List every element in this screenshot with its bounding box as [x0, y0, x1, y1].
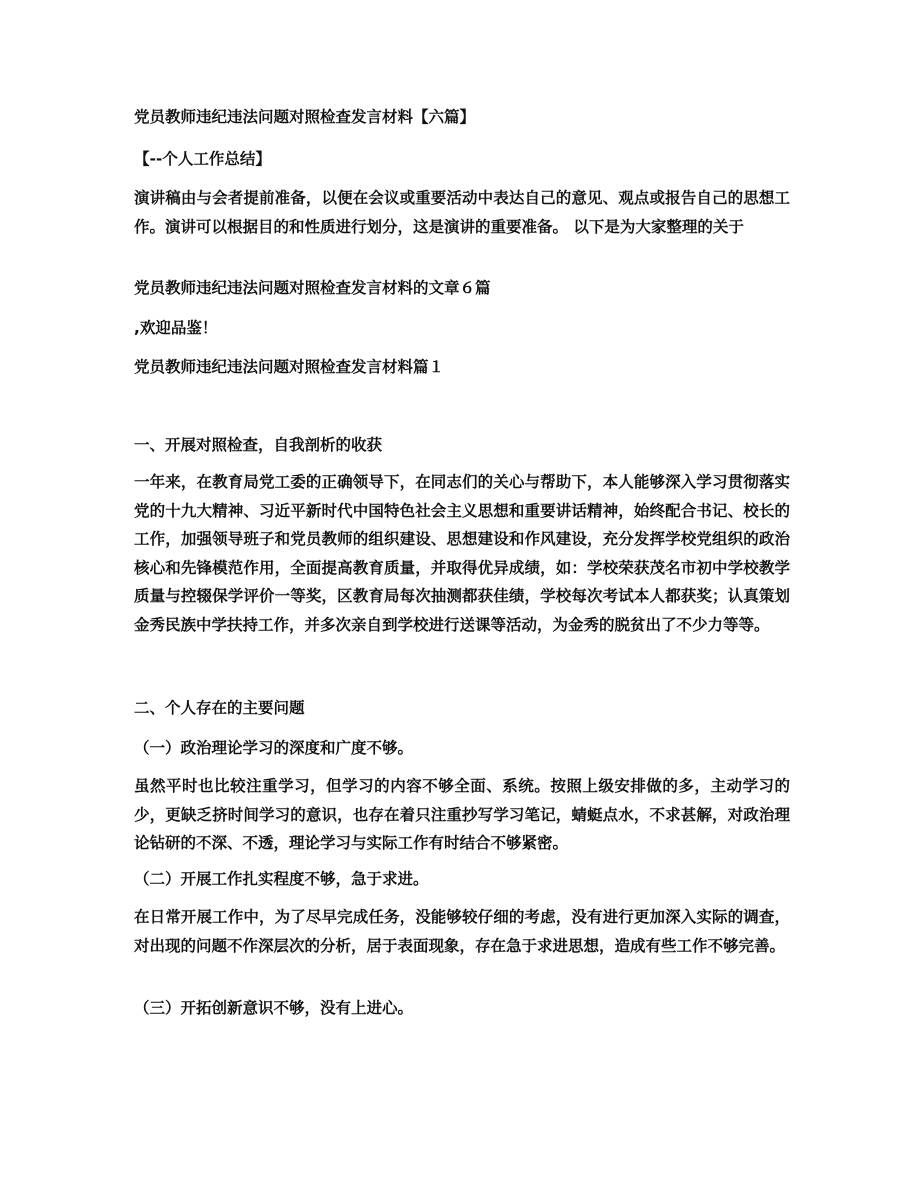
issue1-heading: （一）政治理论学习的深度和广度不够。	[134, 739, 414, 757]
issue1-body: 虽然平时也比较注重学习，但学习的内容不够全面、系统。按照上级安排做的多，主动学习的少，更缺乏挤时间学习的意识，也存在着只注重抄写学习笔记，蜻蜓点水，不求甚解，对政治理论钻研的不深、不透，理论学习与实际工作有时结合不够紧密。	[134, 777, 790, 853]
intro-paragraph: 演讲稿由与会者提前准备，以便在会议或重要活动中表达自己的意见、观点或报告自己的思想工作。演讲可以根据目的和性质进行划分，这是演讲的重要准备。 以下是为大家整理的关于	[134, 189, 790, 236]
section1-heading: 一、开展对照检查，自我剖析的收获	[134, 436, 383, 454]
welcome-line: ,欢迎品鉴！	[134, 319, 218, 337]
section2-heading: 二、个人存在的主要问题	[134, 699, 305, 717]
article-title: 党员教师违纪违法问题对照检查发言材料篇１	[134, 358, 445, 376]
document-title: 党员教师违纪违法问题对照检查发言材料【六篇】	[134, 108, 476, 126]
section1-body: 一年来，在教育局党工委的正确领导下，在同志们的关心与帮助下，本人能够深入学习贯彻落实党的十九大精神、习近平新时代中国特色社会主义思想和重要讲话精神，始终配合书记、校长的工作，加强领导班子和党员教师的组织建设、思想建设和作风建设，充分发挥学校党组织的政治核心和先锋模范作用，全面提高教育质量，并取得优异成绩，如：学校荣获茂名市初中学校教学质量与控辍保学评价一等奖，区教育局每次抽测都获佳绩，学校每次考试本人都获奖；认真策划金秀民族中学扶持工作，并多次亲自到学校进行送课等活动，为金秀的脱贫出了不少力等等。	[134, 473, 790, 634]
category-tag: 【--个人工作总结】	[134, 150, 271, 168]
issue3-heading: （三）开拓创新意识不够，没有上进心。	[134, 999, 414, 1017]
subject-line: 党员教师违纪违法问题对照检查发言材料的文章６篇	[134, 279, 491, 297]
issue2-heading: （二）开展工作扎实程度不够，急于求进。	[134, 870, 429, 888]
issue2-body: 在日常开展工作中，为了尽早完成任务，没能够较仔细的考虑，没有进行更加深入实际的调查，对出现的问题不作深层次的分析，居于表面现象，存在急于求进思想，造成有些工作不够完善。	[134, 908, 790, 955]
